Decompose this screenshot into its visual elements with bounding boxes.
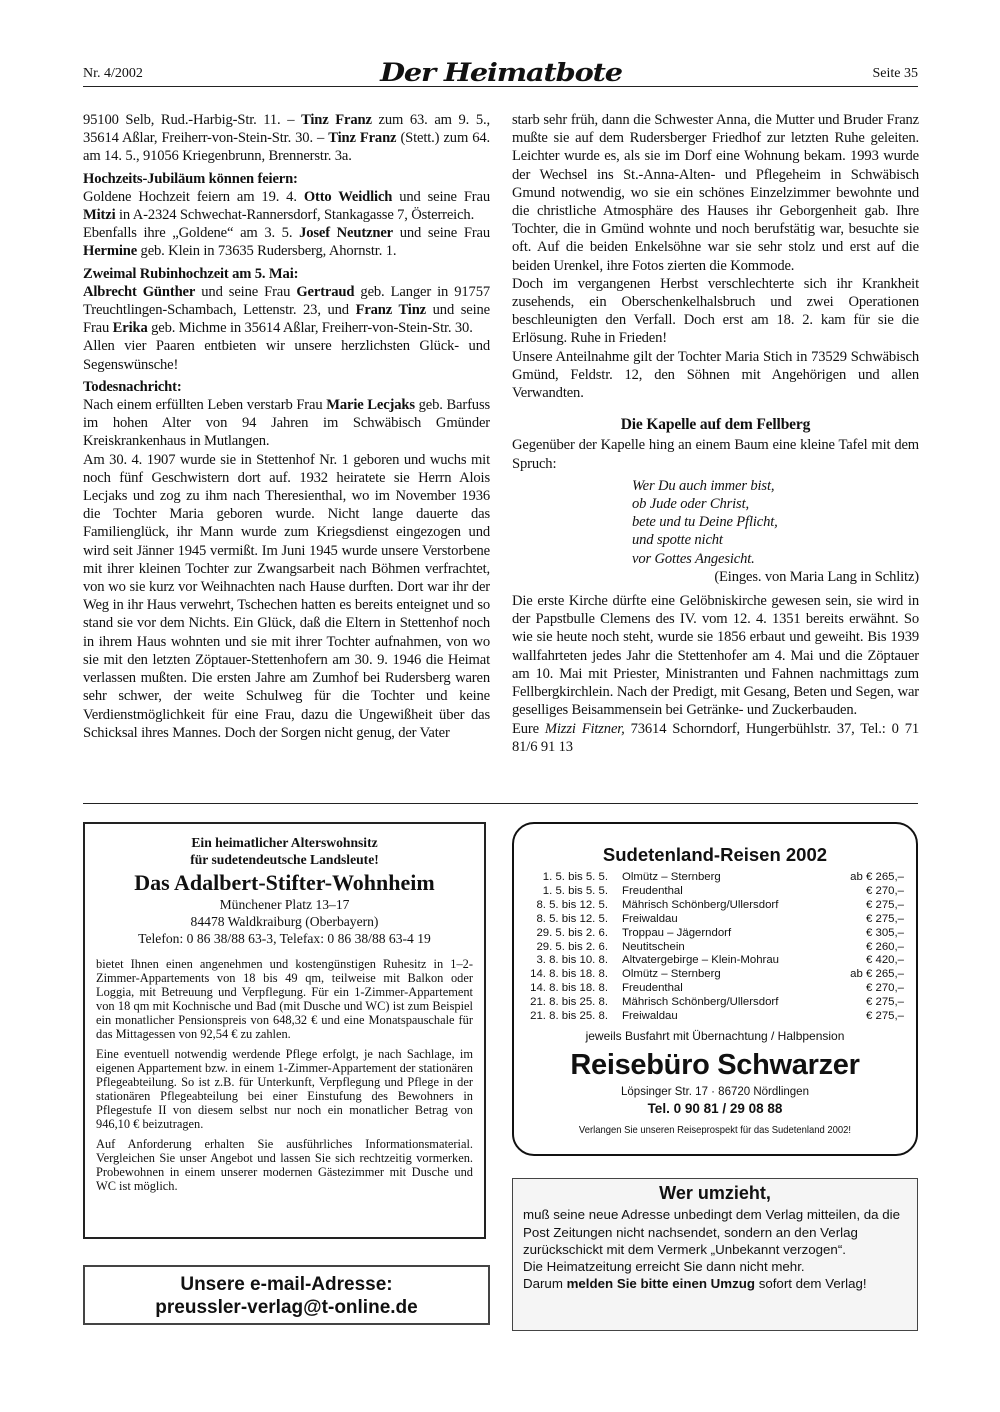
text-run: in A-2324 Schwechat-Rannersdorf, Stankagasse 7, Österreich. <box>115 207 475 224</box>
travel-dates: 29. 5. bis 2. 6. <box>536 940 608 953</box>
travel-row <box>528 982 904 996</box>
travel-dates: 1. 5. bis 5. 5. <box>542 871 608 883</box>
travel-dates: 21. 8. bis 25. 8. <box>530 1010 608 1023</box>
paragraph <box>83 451 490 742</box>
page-header <box>83 60 918 87</box>
notice-title: Wer umzieht, <box>659 1183 771 1203</box>
ad-adalbert-stifter-wohnheim <box>83 822 486 1239</box>
bold-name: Tinz Franz <box>328 130 397 147</box>
paragraph <box>512 436 919 472</box>
text-run: und seine Frau <box>195 283 297 300</box>
ad-street: Münchener Platz 13–17 <box>219 897 350 912</box>
text-run: geb. Klein in 73635 Rudersberg, Ahornstr. 1. <box>137 243 397 260</box>
travel-row <box>528 1010 904 1024</box>
bold-name: Otto Weidlich <box>303 188 393 205</box>
travel-dates: 8. 5. bis 12. 5. <box>536 898 608 911</box>
travel-price: € 275,– <box>865 996 904 1009</box>
poem <box>632 477 919 568</box>
text-run: 95100 Selb, Rud.-Harbig-Str. 11. – <box>83 112 302 128</box>
text-run: und seine Frau <box>393 225 490 242</box>
travel-price: ab € 265,– <box>850 968 904 981</box>
ad-title: Sudetenland-Reisen 2002 <box>602 844 828 865</box>
paragraph <box>512 348 919 403</box>
text-run: Mizzi Fitzner, <box>544 720 625 737</box>
left-article-column <box>83 111 490 742</box>
travel-dates: 14. 8. bis 18. 8. <box>530 968 608 981</box>
travel-agency-address: Löpsinger Str. 17 · 86720 Nördlingen <box>621 1085 809 1098</box>
travel-dates: 1. 5. bis 5. 5. <box>542 884 608 897</box>
travel-price: € 275,– <box>865 1010 904 1023</box>
travel-agency-name: Reisebüro Schwarzer <box>570 1048 860 1081</box>
travel-destination: Olmütz – Sternberg <box>622 871 721 883</box>
ad-paragraph: Eine eventuell notwendig werdende Pflege erfolgt, je nach Sachlage, im eigenen Appartement bzw. in einem 1-Zimmer-Appartement der stationären Pflegeabteilung. So ist z.B. für Unterkunft, Verpflegung und Pflege in der stationären Pflegeabteilung bei einer Einstufung des Bewohners in Pflegestufe II von diesem selbst nur noch ein monatlicher Betrag von 946,10 € beizutragen. <box>96 1047 473 1131</box>
travel-destination: Neutitschein <box>622 940 685 953</box>
notice-text-run: Darum <box>523 1276 567 1292</box>
text-run: Hochzeits-Jubiläum können feiern: <box>83 170 298 187</box>
travel-price: ab € 265,– <box>850 871 904 883</box>
notice-text: Die Heimatzeitung erreicht Sie dann nicht mehr. <box>523 1259 805 1275</box>
text-run: Eure <box>512 720 545 737</box>
text-run: Gegenüber der Kapelle hing an einem Baum eine kleine Tafel mit dem Spruch: <box>512 437 919 472</box>
section-heading <box>83 378 490 396</box>
notice-text-emphasis: melden Sie bitte einen Umzug <box>566 1276 755 1292</box>
travel-row <box>528 885 904 899</box>
bold-name: Tinz Franz <box>301 112 372 128</box>
text-run: Nach einem erfüllten Leben verstarb Frau <box>83 397 327 414</box>
paragraph <box>83 396 490 451</box>
travel-price: € 420,– <box>865 954 904 967</box>
bold-name: Hermine <box>83 243 138 260</box>
paragraph <box>83 111 490 166</box>
text-run: Die erste Kirche dürfte eine Gelöbniskirche gewesen sein, sie wird in der Papstbulle Clemens des IV. vom 12. 4. 1351 bereits erwähnt. So wie sie heute noch steht, wurde sie 1856 erbaut und geweiht. Bis 1939 wallfahrteten jedes Jahr die Stettenhofer am 4. Mai und die Zöptauer am 10. Mai mit Priester, Ministranten und Fahnen nachmittags zum Fellbergkirchlein. Nach der Predigt, mit Gesang, Beten und Segen, war geselliges Beisammensein bei Getränke- und Zuckerbauden. <box>512 593 919 719</box>
text-run: geb. Michme in 35614 Aßlar, Freiherr-von-Stein-Str. 30. <box>147 320 473 337</box>
travel-dates: 29. 5. bis 2. 6. <box>536 926 608 939</box>
paragraph <box>83 283 490 338</box>
text-run: Todesnachricht: <box>83 378 182 395</box>
notice-text-run: sofort dem Verlag! <box>755 1276 867 1292</box>
travel-price: € 275,– <box>865 898 904 911</box>
text-run: und seine Frau <box>83 302 490 337</box>
travel-agency-phone: Tel. 0 90 81 / 29 08 88 <box>647 1100 783 1116</box>
ad-tagline: Ein heimatlicher Alterswohnsitz <box>191 835 378 850</box>
travel-row <box>528 927 904 941</box>
travel-row <box>528 954 904 968</box>
travel-destination: Mährisch Schönberg/Ullersdorf <box>622 996 779 1009</box>
article-title <box>512 416 919 434</box>
section-heading <box>83 265 490 283</box>
notice-text <box>523 1275 907 1292</box>
text-run: Unsere Anteilnahme gilt der Tochter Maria Stich in 73529 Schwäbisch Gmünd, Feldstr. 12, den Söhnen mit Angehörigen und allen Verwandten. <box>512 348 919 402</box>
ad-city: 84478 Waldkraiburg (Oberbayern) <box>190 914 379 929</box>
ad-tagline: für sudetendeutsche Landsleute! <box>190 852 379 867</box>
travel-dates: 21. 8. bis 25. 8. <box>530 996 608 1009</box>
bold-name: Gertraud <box>296 283 355 300</box>
travel-row <box>528 941 904 955</box>
paragraph <box>83 224 490 260</box>
travel-price: € 260,– <box>865 940 904 953</box>
notice-text: muß seine neue Adresse unbedingt dem Verlag mitteilen, da die Post Zeitungen nicht nachsendet, sondern an den Verlag zurückschickt mit dem Vermerk „Unbekannt verzogen“. <box>523 1207 900 1257</box>
section-heading <box>83 170 490 188</box>
ad-title: Das Adalbert-Stifter-Wohnheim <box>134 870 435 895</box>
text-run: Doch im vergangenen Herbst verschlechterte sich ihr Krankheit zusehends, ein Oberschenkelhalsbruch und zwei Operationen beschleunigten den Verfall. Doch erst am 18. 2. kam für sie die Erlösung. Ruhe in Frieden! <box>512 275 919 347</box>
poem-line: bete und tu Deine Pflicht, <box>632 514 778 531</box>
travel-price: € 305,– <box>865 926 904 939</box>
issue-number: Nr. 4/2002 <box>83 66 143 81</box>
ad-paragraph: Auf Anforderung erhalten Sie ausführliches Informationsmaterial. Vergleichen Sie unser Angebot und lassen Sie sich rechtzeitig vormerken. Probewohnen in einem unserer modernen Gästezimmer mit Dusche und WC ist möglich. <box>96 1137 473 1193</box>
bold-name: Franz Tinz <box>355 302 426 319</box>
paragraph <box>512 111 919 275</box>
text-run: Goldene Hochzeit feiern am 19. 4. <box>83 188 304 205</box>
bold-name: Mitzi <box>83 207 116 224</box>
travel-destination: Freiwaldau <box>622 912 678 925</box>
travel-prospect-note: Verlangen Sie unseren Reiseprospekt für das Sudetenland 2002! <box>578 1123 852 1136</box>
email-label: Unsere e-mail-Adresse: <box>180 1274 393 1295</box>
text-run: zum 63. am 9. 5., 35614 Aßlar, Freiherr-von-Stein-Str. 30. – <box>83 112 490 147</box>
travel-destination: Freudenthal <box>622 982 683 995</box>
text-run: 73614 Schorndorf, Hungerbühlstr. 37, Tel.: 0 71 81/6 91 13 <box>512 720 919 755</box>
travel-row <box>528 968 904 982</box>
travel-price: € 270,– <box>865 982 904 995</box>
travel-dates: 3. 8. bis 10. 8. <box>536 954 608 967</box>
travel-destination: Freiwaldau <box>622 1010 678 1023</box>
travel-destination: Freudenthal <box>622 884 683 897</box>
travel-destination: Mährisch Schönberg/Ullersdorf <box>622 898 779 911</box>
ad-phone: Telefon: 0 86 38/88 63-3, Telefax: 0 86 38/88 63-4 19 <box>138 931 431 946</box>
poem-line: Wer Du auch immer bist, <box>632 477 775 494</box>
travel-note: jeweils Busfahrt mit Übernachtung / Halbpension <box>585 1028 845 1043</box>
page-number: Seite 35 <box>872 66 918 81</box>
text-run: geb. Langer in 91757 Treuchtlingen-Schambach, Lettenstr. 23, und <box>83 283 490 319</box>
text-run: Ebenfalls ihre „Goldene“ am 3. 5. <box>83 225 300 242</box>
right-article-column <box>512 111 919 756</box>
ad-paragraph: bietet Ihnen einen angenehmen und kostengünstigen Ruhesitz in 1–2-Zimmer-Appartements von 18 bis 49 qm, teilweise mit Balkon oder Loggia, mit Betreuung und Verpflegung. Für ein 1-Zimmer-Appartement von 18 qm mit Kochnische und Bad (mit Dusche und WC) ist zum Beispiel ein monatlicher Pensionspreis von 648,32 € und eine Monatspauschale für das Mittagessen von 92,54 € zu zahlen. <box>96 957 473 1041</box>
poem-line: und spotte nicht <box>632 532 723 549</box>
travel-row <box>528 871 904 885</box>
travel-dates: 8. 5. bis 12. 5. <box>536 912 608 925</box>
travel-price: € 270,– <box>865 884 904 897</box>
ad-change-of-address <box>512 1178 918 1331</box>
newspaper-logo: Der Heimatbote <box>379 58 622 87</box>
text-run: Allen vier Paaren entbieten wir unsere herzlichsten Glück- und Segenswünsche! <box>83 338 490 373</box>
text-run: und seine Frau <box>392 188 490 205</box>
attribution <box>512 568 919 586</box>
travel-row <box>528 913 904 927</box>
travel-price: € 275,– <box>865 912 904 925</box>
text-run: geb. Barfuss im hohen Alter von 94 Jahren im Schwäbisch Gmünder Kreiskrankenhaus in Mutlangen. <box>83 397 491 450</box>
text-run: Die Kapelle auf dem Fellberg <box>620 416 811 434</box>
travel-destination: Altvatergebirge – Klein-Mohrau <box>622 954 780 967</box>
bold-name: Albrecht Günther <box>83 283 196 300</box>
ad-email <box>83 1265 490 1325</box>
bold-name: Marie Lecjaks <box>326 397 415 414</box>
paragraph <box>512 592 919 719</box>
travel-destination: Olmütz – Sternberg <box>622 968 721 981</box>
paragraph <box>512 275 919 348</box>
email-address[interactable]: preussler-verlag@t-online.de <box>155 1297 418 1318</box>
travel-destination: Troppau – Jägerndorf <box>622 926 732 939</box>
poem-line: ob Jude oder Christ, <box>632 496 749 513</box>
paragraph <box>83 188 490 224</box>
poem-line: vor Gottes Angesicht. <box>632 550 755 567</box>
travel-row <box>528 899 904 913</box>
paragraph <box>512 720 919 756</box>
travel-dates: 14. 8. bis 18. 8. <box>530 982 608 995</box>
travel-row <box>528 996 904 1010</box>
text-run: (Einges. von Maria Lang in Schlitz) <box>714 568 919 585</box>
text-run: Zweimal Rubinhochzeit am 5. Mai: <box>83 265 299 282</box>
ad-sudetenland-reisen <box>512 822 918 1156</box>
text-run: (Stett.) zum 64. am 14. 5., 91056 Kriegenbrunn, Brennerstr. 3a. <box>83 130 491 165</box>
section-divider <box>83 803 918 804</box>
travel-schedule-table <box>528 871 904 1024</box>
bold-name: Josef Neutzner <box>299 225 393 242</box>
text-run: starb sehr früh, dann die Schwester Anna, die Mutter und Bruder Franz mußte sie auf dem Rudersberger Friedhof zur letzten Ruhe geleiten. Leichter wurde es, als sie im Dorf eine Wohnung bekam. 1993 wurde der Wechsel ins St.-Anna-Alten- und Pflegeheim in Schwäbisch Gmund notwendig, wo sie ein schönes Einzelzimmer bewohnte und die christliche Atmosphäre des Hauses ihr Geborgenheit gab. Ihre Tochter, die in Gmünd wohnte und noch berufstätig war, besuchte sie oft. Auf die beiden Enkelsöhne war sie sehr stolz und erst auf die beiden Urenkel, ihre Fotos zierten die Kommode. <box>512 112 919 274</box>
text-run: Am 30. 4. 1907 wurde sie in Stettenhof Nr. 1 geboren und wuchs mit noch fünf Geschwistern dort auf. 1932 heiratete sie Herrn Alois Lecjaks und zog zu ihm nach Theresienthal, wo im November 1936 die Tochter Maria geboren wurde. Nicht lange dauerte das Familienglück, ihr Mann wurde zum Kriegsdienst eingezogen und wird seit Jänner 1945 vermißt. Im Juni 1945 wurde unsere Verstorbene mit ihrer kleinen Tochter zur Zwangsarbeit nach Böhmen verfrachtet, von wo sie kurz vor Weihnachten nach Hause durften. Dort war ihr der Weg in ihr Haus verwehrt, Tschechen hatten es bereits enteignet und so stand sie vor dem Nichts. Ein Glück, daß die Eltern in Stettenhof noch in ihrem Haus wohnten und sie mit ihrer Tochter aufnahmen, von wo sie mit den letzten Zöptauer-Stettenhofern am 30. 9. 1946 die Heimat verlassen mußten. Die ersten Jahre am Zumhof bei Rudersberg waren sehr schwer, der weite Schulweg für die Tochter und keine Verdienstmöglichkeit für eine Frau, dazu die Ungewißheit über das Schicksal ihres Mannes. Doch der Sorgen nicht genug, der Vater <box>83 451 490 741</box>
bold-name: Erika <box>112 320 148 337</box>
paragraph <box>83 337 490 373</box>
